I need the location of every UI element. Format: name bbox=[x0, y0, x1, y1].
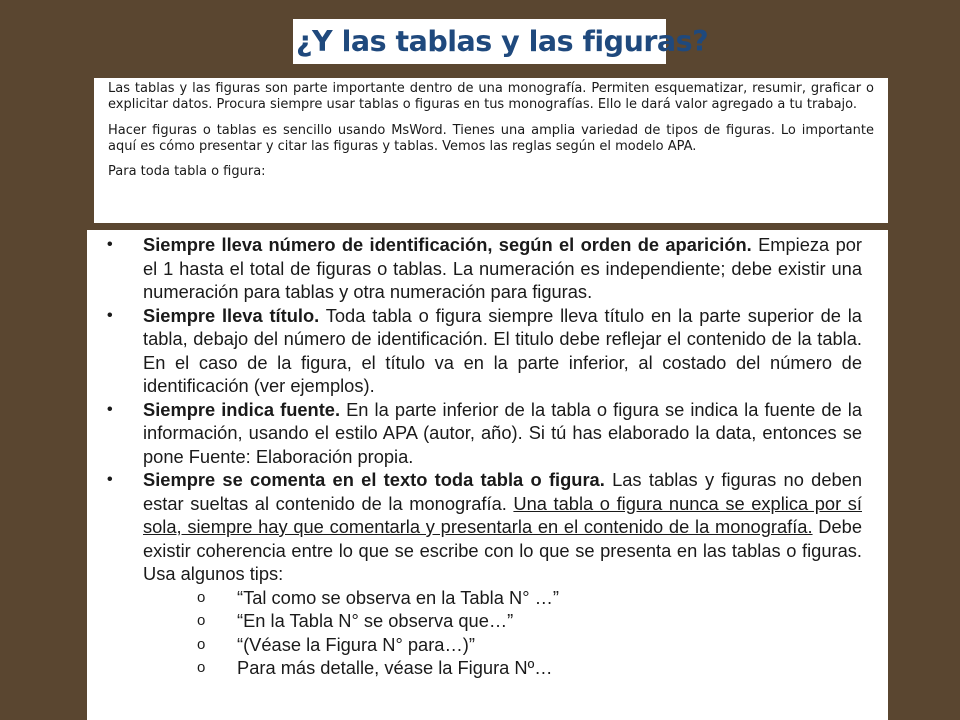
rule-item bbox=[107, 304, 862, 398]
intro-paragraph: Para toda tabla o figura: bbox=[108, 164, 266, 180]
circle-bullet-icon: o bbox=[197, 659, 206, 676]
rule-body: Toda tabla o figura siempre lleva título en la parte superior de la tabla, debajo del número de identificación. El titulo debe reflejar el contenido de la tabla. En el caso de la figura, el título va en la parte inferior, al costado del número de identificación (ver ejemplos). bbox=[143, 304, 862, 396]
rule-item bbox=[107, 233, 862, 304]
bullet-icon: • bbox=[107, 306, 113, 324]
rule-text bbox=[143, 398, 862, 469]
rule-text bbox=[143, 468, 862, 586]
rule-heading: Siempre se comenta en el texto toda tabla o figura. bbox=[143, 469, 605, 490]
circle-bullet-icon: o bbox=[197, 588, 206, 606]
rule-text bbox=[143, 233, 862, 304]
tip-text: “En la Tabla N° se observa que…” bbox=[237, 610, 514, 631]
rule-heading: Siempre lleva número de identificación, según el orden de aparición. bbox=[143, 234, 752, 255]
tip-text: “(Véase la Figura N° para…)” bbox=[237, 633, 475, 655]
rule-underlined: Una tabla o figura nunca se explica por sí sola, siempre hay que comentarla y presentarla en el contenido de la monografía. bbox=[143, 492, 862, 537]
tip-item bbox=[197, 586, 862, 610]
tip-item bbox=[197, 656, 862, 680]
circle-bullet-icon: o bbox=[197, 612, 206, 629]
circle-bullet-icon: o bbox=[197, 635, 206, 653]
rule-body-continued: Debe existir coherencia entre lo que se escribe con lo que se presenta en las tablas o figuras. Usa algunos tips: bbox=[143, 516, 862, 584]
slide-title: ¿Y las tablas y las figuras? bbox=[296, 25, 709, 58]
tip-text: Para más detalle, véase la Figura Nº… bbox=[237, 657, 553, 678]
bullet-icon: • bbox=[107, 471, 113, 488]
slide-title-box bbox=[293, 19, 709, 64]
intro-paragraph: Hacer figuras o tablas es sencillo usando MsWord. Tienes una amplia variedad de tipos de figuras. Lo importante aquí es cómo presentar y citar las figuras y tablas. Vemos las reglas según el modelo APA. bbox=[108, 122, 874, 154]
bullet-icon: • bbox=[107, 236, 113, 253]
rule-item bbox=[107, 468, 862, 586]
rule-body: Las tablas y figuras no deben estar sueltas al contenido de la monografía. bbox=[143, 469, 862, 514]
rule-item bbox=[107, 398, 862, 469]
rules-panel bbox=[87, 230, 888, 720]
rule-body: Empieza por el 1 hasta el total de figuras o tablas. La numeración es independiente; debe existir una numeración para tablas y otra numeración para figuras. bbox=[143, 234, 862, 302]
tip-item bbox=[197, 633, 862, 657]
rule-heading: Siempre indica fuente. bbox=[143, 398, 341, 420]
rule-text bbox=[143, 304, 862, 398]
tip-text: “Tal como se observa en la Tabla N° …” bbox=[237, 586, 559, 608]
bullet-icon: • bbox=[107, 400, 113, 418]
rule-heading: Siempre lleva título. bbox=[143, 304, 320, 326]
intro-panel bbox=[94, 78, 888, 223]
tips-list bbox=[107, 586, 862, 680]
rule-body: En la parte inferior de la tabla o figura se indica la fuente de la información, usando el estilo APA (autor, año). Si tú has elaborado la data, entonces se pone Fuente: Elaboración propia. bbox=[143, 398, 862, 467]
intro-paragraph: Las tablas y las figuras son parte importante dentro de una monografía. Permiten esquematizar, resumir, graficar o explicitar datos. Procura siempre usar tablas o figuras en tus monografías. Ello le dará valor agregado a tu trabajo. bbox=[108, 81, 874, 113]
tip-item bbox=[197, 609, 862, 633]
